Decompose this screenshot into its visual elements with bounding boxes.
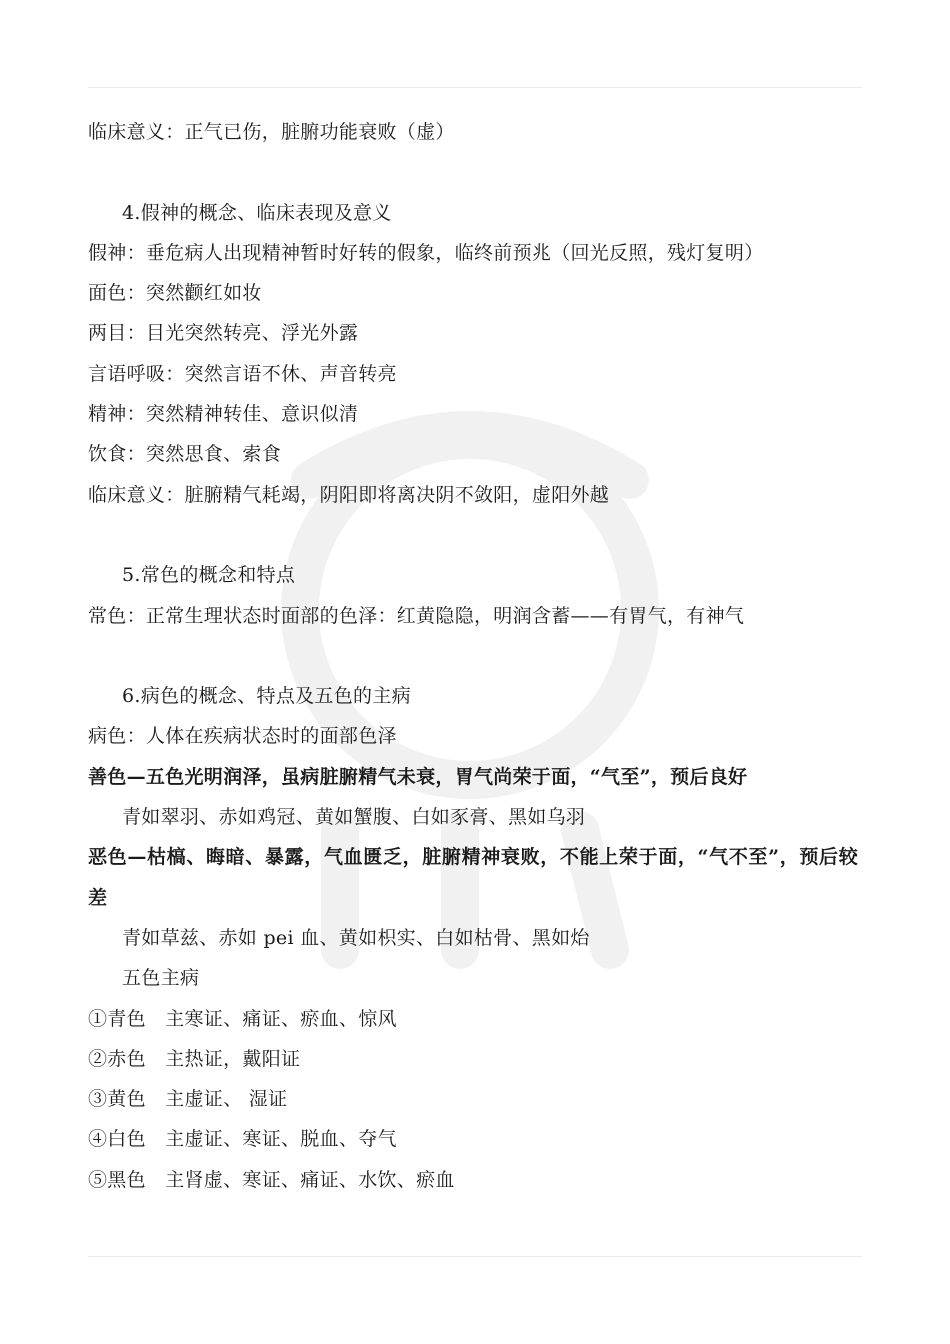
false-spirit-meaning: 临床意义：脏腑精气耗竭，阴阳即将离决阴不敛阳，虚阳外越 <box>88 483 610 506</box>
good-color-statement: 善色—五色光明润泽，虽病脏腑精气未衰，胃气尚荣于面，“气至”，预后良好 <box>88 765 748 788</box>
five-colors-title: 五色主病 <box>122 967 200 990</box>
five-colors-item-1: ①青色 主寒证、痛证、瘀血、惊风 <box>88 1007 397 1030</box>
blank-line <box>88 152 878 192</box>
clinical-meaning-line: 临床意义：正气已伤，脏腑功能衰败（虚） <box>88 121 455 143</box>
bad-color-examples: 青如草兹、赤如 pei 血、黄如枳实、白如枯骨、黑如炲 <box>122 926 590 949</box>
section-4-heading: 4.假神的概念、临床表现及意义 <box>122 201 392 224</box>
false-spirit-eyes: 两目：目光突然转亮、浮光外露 <box>88 322 359 345</box>
morbid-color-definition: 病色：人体在疾病状态时的面部色泽 <box>88 725 397 748</box>
section-5-heading: 5.常色的概念和特点 <box>122 564 296 587</box>
good-color-examples: 青如翠羽、赤如鸡冠、黄如蟹腹、白如豕膏、黑如乌羽 <box>122 806 586 829</box>
five-colors-item-2: ②赤色 主热证，戴阳证 <box>88 1047 301 1070</box>
section-6-heading: 6.病色的概念、特点及五色的主病 <box>122 685 411 708</box>
footer-rule <box>88 1256 862 1257</box>
bad-color-statement: 恶色—枯槁、晦暗、暴露，气血匮乏，脏腑精神衰败，不能上荣于面，“气不至”，预后较差 <box>88 846 858 909</box>
five-colors-item-5: ⑤黑色 主肾虚、寒证、痛证、水饮、瘀血 <box>88 1168 455 1191</box>
false-spirit-definition: 假神：垂危病人出现精神暂时好转的假象，临终前预兆（回光反照，残灯复明） <box>88 241 764 264</box>
document-body <box>88 112 878 1200</box>
five-colors-item-4: ④白色 主虚证、寒证、脱血、夺气 <box>88 1128 397 1151</box>
blank-line <box>88 515 878 555</box>
header-rule <box>88 87 862 88</box>
false-spirit-spirit: 精神：突然精神转佳、意识似清 <box>88 403 359 426</box>
blank-line <box>88 636 878 676</box>
normal-color-definition: 常色：正常生理状态时面部的色泽：红黄隐隐，明润含蓄——有胃气，有神气 <box>88 604 745 627</box>
false-spirit-diet: 饮食：突然思食、索食 <box>88 443 282 466</box>
false-spirit-face: 面色：突然颧红如妆 <box>88 282 262 305</box>
false-spirit-speech: 言语呼吸：突然言语不休、声音转亮 <box>88 362 397 385</box>
five-colors-item-3: ③黄色 主虚证、 湿证 <box>88 1088 288 1111</box>
